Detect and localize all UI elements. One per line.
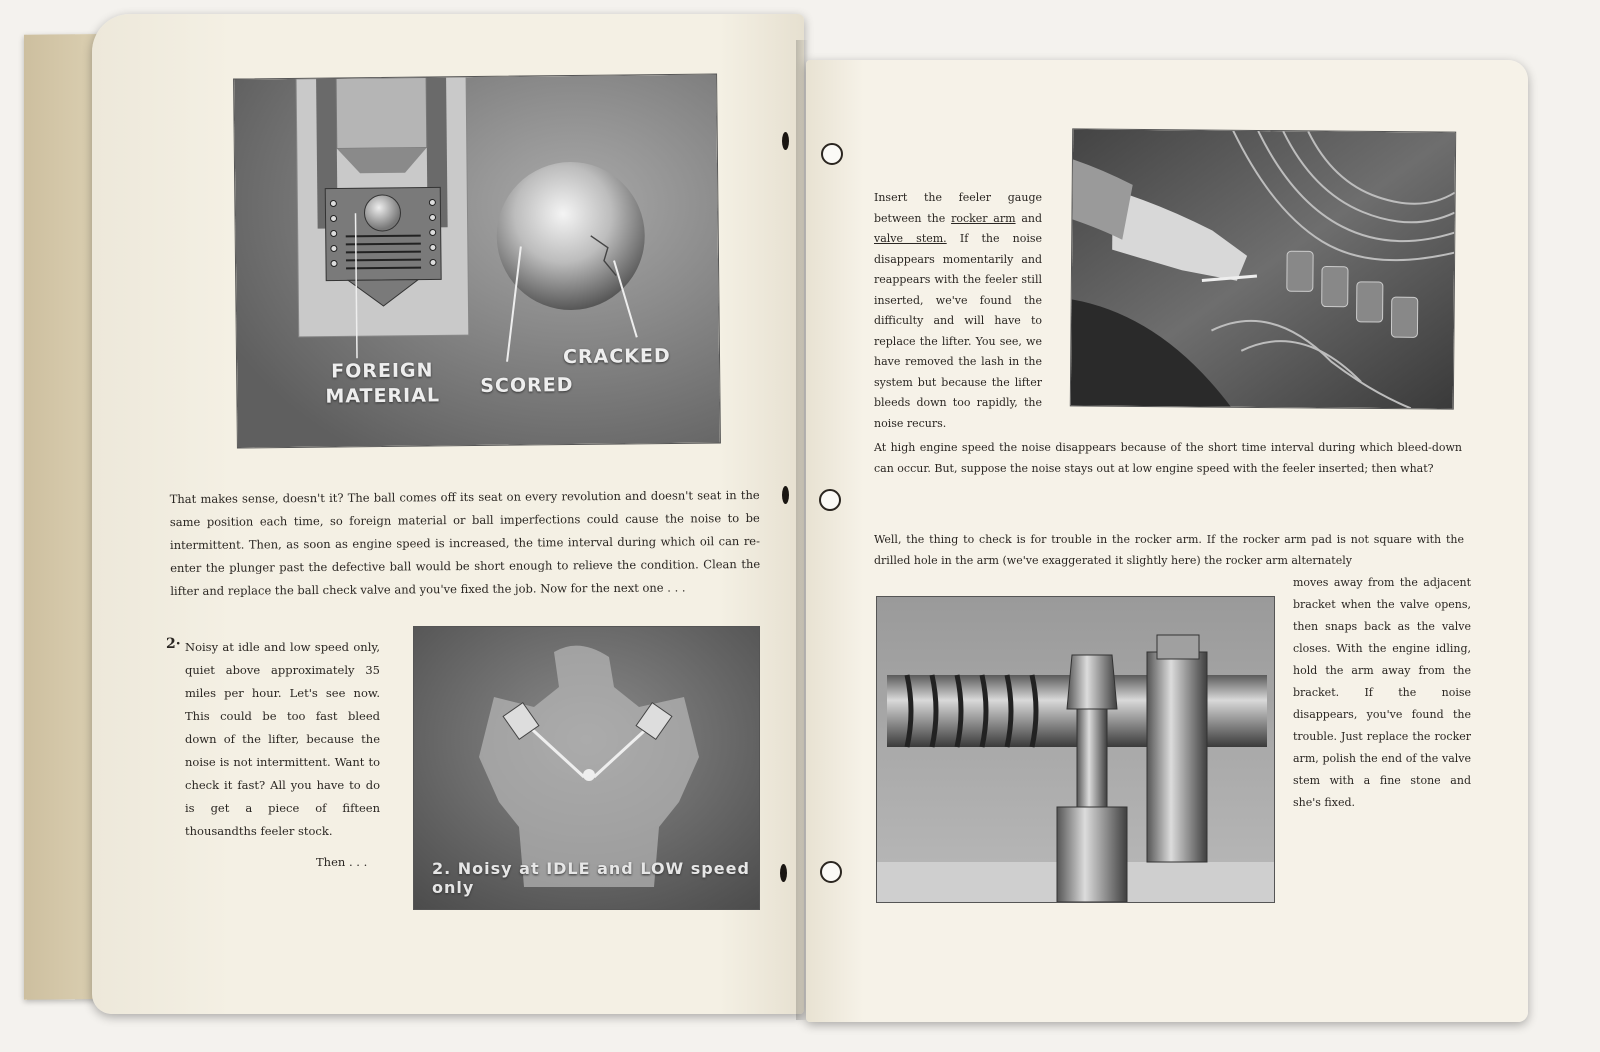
lifter-ball-illustration <box>234 74 720 447</box>
binder-hole <box>819 489 841 511</box>
scored-label: SCORED <box>480 373 574 397</box>
feeler-gauge-photo <box>1070 128 1456 409</box>
rocker-arm-illustration <box>877 597 1274 902</box>
binder-hole <box>782 486 789 504</box>
binder-hole <box>821 143 843 165</box>
p1-and: and <box>1021 211 1043 225</box>
binder-hole <box>820 861 842 883</box>
foreign-label: FOREIGN <box>331 359 434 383</box>
rocker-arm-term: rocker arm <box>951 211 1016 225</box>
material-label: MATERIAL <box>325 384 441 408</box>
p1-rest: If the noise disappears momentarily and reappears with the feeler still inserted, we've found the difficulty and will have to replace the lifter. You see, we have removed the lash in the system but because the lifter bleeds down too rapidly, the noise recurs. <box>874 232 1042 430</box>
rocker-arm-photo <box>876 596 1275 903</box>
right-page <box>806 60 1528 1022</box>
paragraph-rocker-check: Well, the thing to check is for trouble in the rocker arm. If the rocker arm pad is not square with the drilled hole in the arm (we've exaggerated it slightly here) the rocker arm alternately <box>874 533 1464 567</box>
paragraph-ball-explanation: That makes sense, doesn't it? The ball comes off its seat on every revolution and doesn't seat in the same position each time, so foreign material or ball imperfections could cause the noise to be intermittent. Then, as soon as engine speed is increased, the time interval during which oil can re-enter the plunger past the defective ball would be short enough to relieve the condition. Clean the lifter and replace the ball check valve and you've fixed the job. Now for the next one . . . <box>169 487 761 599</box>
valve-stem-term: valve stem. <box>874 232 947 245</box>
engine-figure <box>413 626 760 910</box>
paragraph-feeler-gauge <box>874 188 1042 434</box>
item-2-text: Noisy at idle and low speed only, quiet above approximately 35 miles per hour. Let's see now. This could be too fast bleed down of the lifter, because the noise is not intermittent. Want to check it fast? All you have to do is get a piece of fifteen thousandths feeler stock. <box>185 640 380 838</box>
lifter-ball-figure <box>233 73 721 448</box>
item-2-then: Then . . . <box>316 855 368 869</box>
left-page <box>92 14 804 1014</box>
p1-before-rocker: Insert the feeler gauge between the <box>874 191 1042 225</box>
binder-hole <box>780 864 787 882</box>
paragraph-rocker-side: moves away from the adjacent bracket when the valve opens, then snaps back as the valve closes. With the engine idling, hold the arm away from the bracket. If the noise disappears, you've found the trouble. Just replace the rocker arm, polish the end of the valve stem with a fine stone and she's fixed. <box>1293 576 1471 809</box>
binder-hole <box>782 132 789 150</box>
engine-caption: 2. Noisy at IDLE and LOW speed only <box>432 859 750 897</box>
feeler-gauge-illustration <box>1071 129 1455 408</box>
cracked-label: CRACKED <box>562 344 671 369</box>
paragraph-high-speed: At high engine speed the noise disappears because of the short time interval during which bleed-down can occur. But, suppose the noise stays out at low engine speed with the feeler inserted; then what? <box>874 441 1462 475</box>
item-2-number: 2· <box>166 636 181 652</box>
